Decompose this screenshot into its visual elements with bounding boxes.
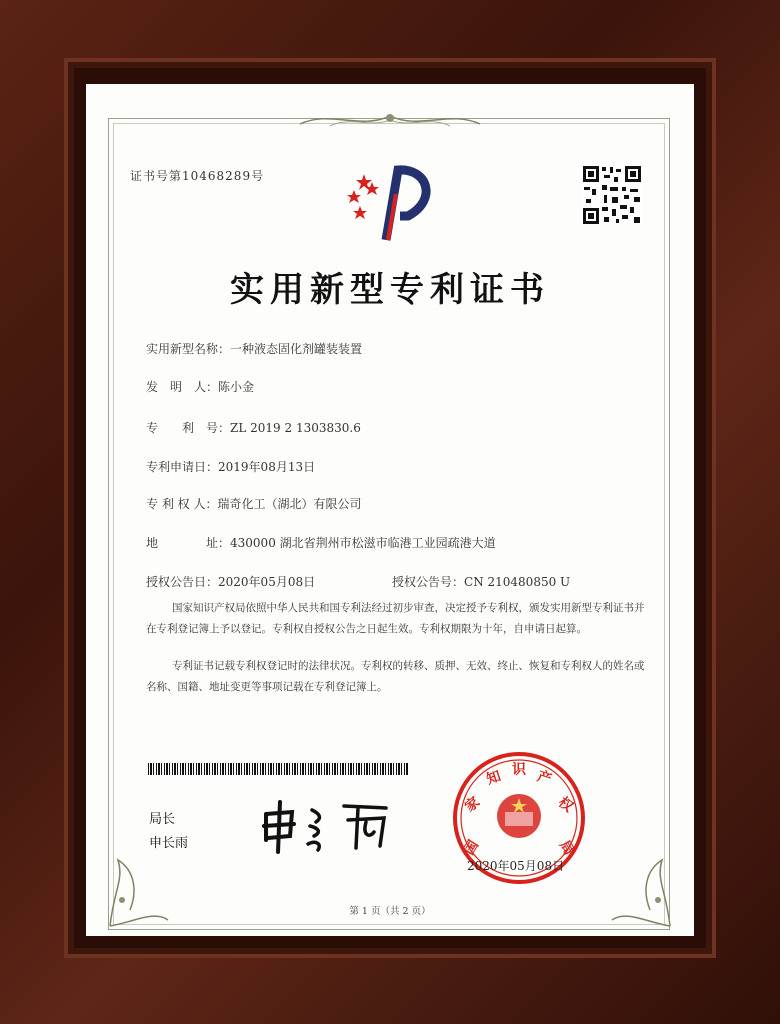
field-label: 发 明 人： (146, 380, 219, 394)
field-value: 2020年05月08日 (218, 575, 316, 589)
svg-text:产: 产 (535, 768, 554, 788)
field-value: ZL 2019 2 1303830.6 (230, 421, 361, 435)
field-patentee (146, 495, 361, 512)
signature-icon (258, 796, 398, 856)
field-label: 专 利 号： (146, 421, 231, 435)
field-address (146, 534, 496, 551)
svg-text:识: 识 (512, 762, 526, 778)
top-ornament-icon (290, 106, 490, 134)
field-label: 专 利 权 人： (146, 497, 218, 511)
field-label: 地 址： (146, 536, 231, 550)
field-inventor (146, 378, 254, 395)
field-label: 授权公告日： (146, 575, 219, 589)
certificate-title: 实用新型专利证书 (230, 270, 550, 310)
svg-text:局: 局 (555, 837, 577, 859)
field-value: 一种液态固化剂罐装装置 (230, 342, 363, 356)
certificate-number: 证书号第10468289号 (130, 169, 265, 183)
svg-text:家: 家 (462, 794, 483, 816)
patent-office-logo-icon (338, 160, 438, 242)
field-grant-date (146, 573, 315, 590)
field-application-date (146, 458, 315, 475)
field-value: 2019年08月13日 (218, 460, 316, 474)
field-value: 陈小金 (218, 380, 255, 394)
field-patent-number (146, 419, 361, 436)
statement-paragraph-1: 国家知识产权局依照中华人民共和国专利法经过初步审查，决定授予专利权，颁发实用新型专利证书并在专利登记簿上予以登记。专利权自授权公告之日起生效。专利权期限为十年，自申请日起算。 (146, 602, 645, 635)
svg-text:国: 国 (461, 837, 483, 859)
signer-name: 申长雨 (149, 836, 189, 851)
field-label: 专利申请日： (146, 460, 219, 474)
barcode (148, 763, 408, 775)
svg-text:知: 知 (484, 768, 503, 788)
field-value: CN 210480850 U (464, 575, 571, 589)
field-grant-number (392, 573, 570, 590)
seal-date: 2020年05月08日 (467, 859, 565, 873)
field-value: 瑞奇化工（湖北）有限公司 (217, 497, 362, 511)
statement-paragraph-2: 专利证书记载专利权登记时的法律状况。专利权的转移、质押、无效、终止、恢复和专利权人的姓名或名称、国籍、地址变更等事项记载在专利登记簿上。 (146, 660, 645, 693)
qr-code-icon[interactable] (582, 165, 642, 225)
svg-text:权: 权 (555, 794, 576, 816)
field-utility-model-name (146, 340, 362, 357)
field-label: 授权公告号： (392, 575, 465, 589)
field-value: 430000 湖北省荆州市松滋市临港工业园疏港大道 (230, 536, 496, 550)
page-footer: 第 1 页（共 2 页） (349, 906, 431, 917)
signer-title: 局长 (149, 812, 176, 827)
field-label: 实用新型名称： (146, 342, 231, 356)
